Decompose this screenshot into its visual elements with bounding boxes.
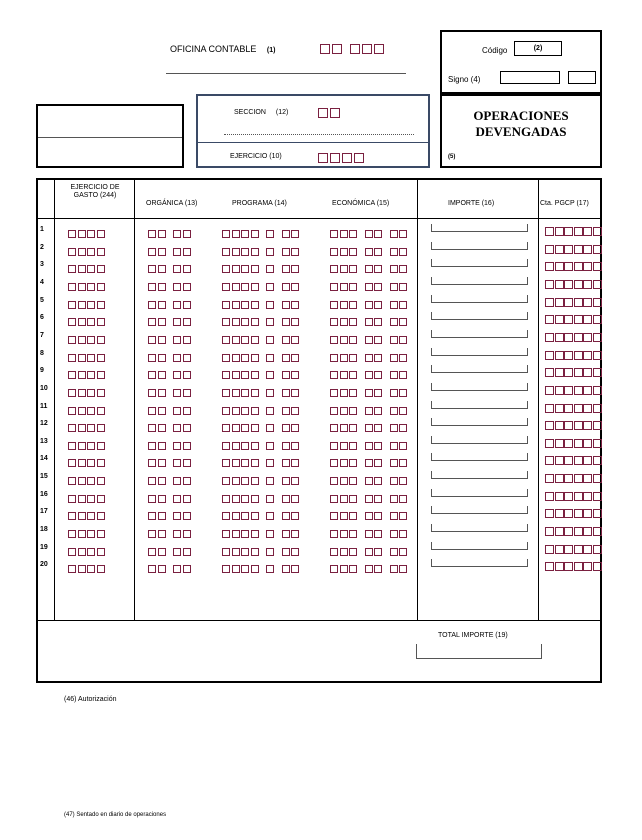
total-importe-field[interactable] [416,644,542,659]
seccion-boxes[interactable] [318,105,342,123]
row-number: 5 [40,296,44,304]
row-number: 2 [40,243,44,251]
importe-field[interactable] [431,242,528,250]
importe-field[interactable] [431,277,528,285]
seccion-label: SECCION (12) [234,109,289,116]
importe-field[interactable] [431,489,528,497]
row-number: 6 [40,314,44,322]
table-row [36,362,600,380]
signo-label: Signo (4) [448,75,481,84]
col-importe: IMPORTE (16) [448,200,495,207]
table-row [36,556,600,574]
row-number: 15 [40,473,48,481]
left-empty-box[interactable] [36,104,184,168]
importe-field[interactable] [431,453,528,461]
signo-input[interactable] [500,71,560,84]
row-number: 3 [40,261,44,269]
row-number: 20 [40,561,48,569]
row-number: 14 [40,455,48,463]
table-row [36,345,600,363]
row-number: 18 [40,526,48,534]
title-box [440,94,602,168]
importe-field[interactable] [431,471,528,479]
row-number: 17 [40,508,48,516]
programa-boxes[interactable] [222,560,301,578]
row-number: 12 [40,420,48,428]
importe-field[interactable] [431,295,528,303]
total-importe-label: TOTAL IMPORTE (19) [438,632,508,639]
organica-boxes[interactable] [148,560,192,578]
importe-field[interactable] [431,418,528,426]
col-organica: ORGÁNICA (13) [146,200,198,207]
table-row [36,292,600,310]
row-number: 16 [40,490,48,498]
table-row [36,468,600,486]
importe-field[interactable] [431,542,528,550]
importe-field[interactable] [431,312,528,320]
title-num: (5) [448,154,456,160]
page-title: OPERACIONES DEVENGADAS [473,108,569,139]
row-number: 19 [40,543,48,551]
table-row [36,309,600,327]
codigo-input[interactable]: (2) [514,41,562,56]
table-row [36,239,600,257]
table-row [36,274,600,292]
autorizacion-label: (46) Autorización [64,696,117,703]
oficina-underline [166,73,406,74]
seccion-box [196,94,430,168]
economica-boxes[interactable] [330,560,409,578]
table-row [36,486,600,504]
col-programa: PROGRAMA (14) [232,200,287,207]
table-row [36,398,600,416]
sentado-label: (47) Sentado en diario de operaciones [64,812,167,818]
col-ejercicio: EJERCICIO DE GASTO (244) [70,184,120,199]
row-number: 4 [40,278,44,286]
cta-pgcp-boxes[interactable] [545,558,602,576]
row-number: 7 [40,331,44,339]
importe-field[interactable] [431,330,528,338]
codigo-label: Código [482,46,508,55]
row-number: 9 [40,367,44,375]
table-row [36,380,600,398]
row-number: 13 [40,437,48,445]
ejercicio-boxes[interactable] [318,150,366,168]
table-row [36,415,600,433]
importe-field[interactable] [431,224,528,232]
codigo-signo-box [440,30,602,94]
table-row [36,521,600,539]
importe-field[interactable] [431,259,528,267]
row-number: 1 [40,226,44,233]
importe-field[interactable] [431,348,528,356]
table-row [36,433,600,451]
importe-field[interactable] [431,524,528,532]
ejercicio-gasto-boxes[interactable] [68,560,106,578]
importe-field[interactable] [431,436,528,444]
row-number: 11 [40,402,48,410]
importe-field[interactable] [431,559,528,567]
table-row [36,221,600,239]
signo-input-small[interactable] [568,71,596,84]
importe-field[interactable] [431,383,528,391]
col-cta: Cta. PGCP (17) [540,200,589,207]
importe-field[interactable] [431,401,528,409]
table-row [36,327,600,345]
importe-field[interactable] [431,365,528,373]
table-row [36,256,600,274]
importe-field[interactable] [431,506,528,514]
oficina-contable-boxes[interactable] [320,41,386,59]
col-economica: ECONÓMICA (15) [332,200,390,207]
oficina-contable-label: OFICINA CONTABLE (1) [170,44,276,54]
row-number: 10 [40,384,48,392]
table-row [36,503,600,521]
row-number: 8 [40,349,44,357]
ejercicio-label: EJERCICIO (10) [230,153,282,160]
table-row [36,539,600,557]
table-row [36,450,600,468]
